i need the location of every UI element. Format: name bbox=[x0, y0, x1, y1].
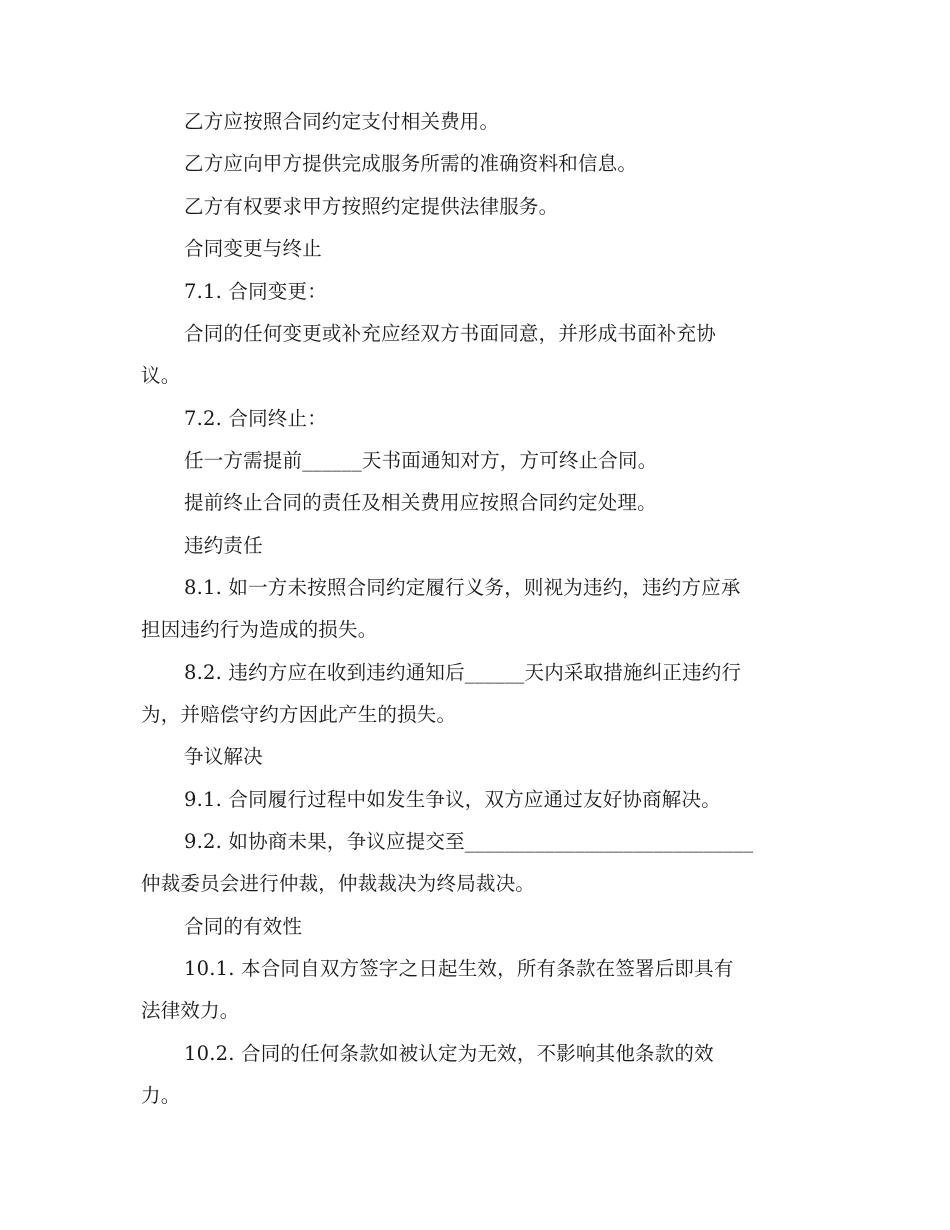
section-heading: 违约责任 bbox=[184, 534, 263, 557]
paragraph-line: 10.1. 本合同自双方签字之日起生效，所有条款在签署后即具有 bbox=[184, 957, 734, 980]
paragraph-line: 合同的任何变更或补充应经双方书面同意，并形成书面补充协 bbox=[184, 322, 716, 345]
paragraph-line: 乙方应按照合同约定支付相关费用。 bbox=[184, 110, 500, 133]
paragraph-line: 9.2. 如协商未果，争议应提交至_____________________________ bbox=[184, 830, 754, 853]
paragraph-line: 任一方需提前______天书面通知对方，方可终止合同。 bbox=[184, 449, 658, 472]
paragraph-line: 乙方应向甲方提供完成服务所需的准确资料和信息。 bbox=[184, 152, 638, 175]
clause-heading: 7.1. 合同变更： bbox=[184, 280, 327, 303]
paragraph-line: 8.1. 如一方未按照合同约定履行义务，则视为违约，违约方应承 bbox=[184, 576, 741, 599]
paragraph-line: 提前终止合同的责任及相关费用应按照合同约定处理。 bbox=[184, 491, 657, 514]
paragraph-line: 担因违约行为造成的损失。 bbox=[141, 618, 378, 641]
paragraph-line: 仲裁委员会进行仲裁，仲裁裁决为终局裁决。 bbox=[141, 872, 536, 895]
paragraph-line: 力。 bbox=[141, 1084, 181, 1107]
paragraph-line: 9.1. 合同履行过程中如发生争议，双方应通过友好协商解决。 bbox=[184, 788, 721, 811]
section-heading: 合同的有效性 bbox=[184, 915, 303, 938]
section-heading: 争议解决 bbox=[184, 745, 263, 768]
section-heading: 合同变更与终止 bbox=[184, 237, 322, 260]
paragraph-line: 8.2. 违约方应在收到违约通知后______天内采取措施纠正违约行 bbox=[184, 661, 742, 684]
paragraph-line: 10.2. 合同的任何条款如被认定为无效，不影响其他条款的效 bbox=[184, 1042, 714, 1065]
paragraph-line: 乙方有权要求甲方按照约定提供法律服务。 bbox=[184, 195, 559, 218]
paragraph-line: 为，并赔偿守约方因此产生的损失。 bbox=[141, 703, 457, 726]
clause-heading: 7.2. 合同终止： bbox=[184, 407, 327, 430]
paragraph-line: 法律效力。 bbox=[141, 999, 240, 1022]
paragraph-line: 议。 bbox=[141, 364, 181, 387]
